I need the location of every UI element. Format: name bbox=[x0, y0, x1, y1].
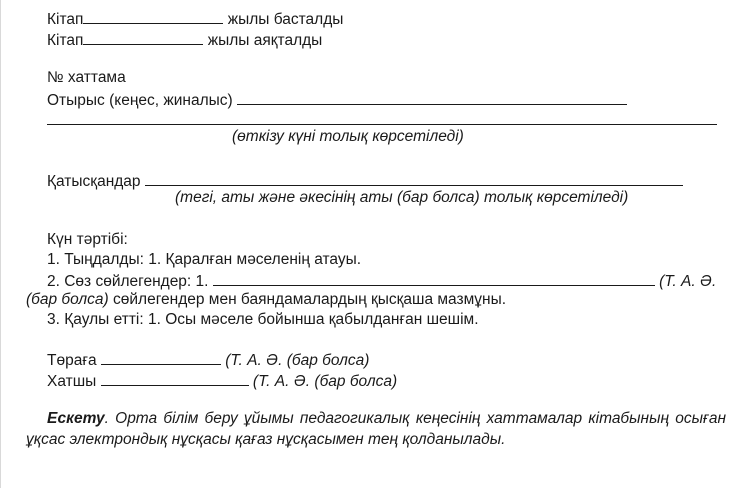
agenda-item-2-continued bbox=[26, 290, 506, 310]
protocol-number: № хаттама bbox=[47, 69, 126, 86]
meeting-label: Отырыс (кеңес, жиналыс) bbox=[47, 92, 233, 109]
agenda-item-2-cont-italic: (бар болса) bbox=[26, 291, 109, 308]
agenda-item-1: 1. Тыңдалды: 1. Қаралған мәселенің атауы. bbox=[47, 251, 362, 268]
agenda-item-2-suffix: (Т. А. Ә. bbox=[659, 273, 717, 290]
book-ended-prefix: Кітап bbox=[47, 32, 84, 49]
page-left-edge bbox=[0, 0, 1, 488]
book-ended-suffix: жылы аяқталды bbox=[207, 32, 323, 49]
participants-hint: (тегі, аты және әкесінің аты (бар болса) толық көрсетіледі) bbox=[175, 189, 629, 206]
chair-label: Төраға bbox=[47, 352, 97, 369]
book-ended-line bbox=[47, 29, 322, 51]
agenda-item-2 bbox=[47, 270, 716, 292]
footnote bbox=[26, 408, 726, 450]
book-started-year-blank bbox=[83, 8, 223, 24]
agenda-item-2-prefix: 2. Сөз сөйлегендер: 1. bbox=[47, 273, 209, 290]
participants-label: Қатысқандар bbox=[47, 173, 141, 190]
chair-blank bbox=[101, 349, 221, 365]
secretary-line bbox=[47, 370, 397, 392]
meeting-date-hint: (өткізу күні толық көрсетіледі) bbox=[232, 128, 464, 145]
meeting-date-rule bbox=[47, 124, 717, 125]
book-started-suffix: жылы басталды bbox=[227, 11, 344, 28]
participants-blank bbox=[145, 170, 683, 186]
chair-line bbox=[47, 349, 369, 371]
agenda-item-3: 3. Қаулы етті: 1. Осы мәселе бойынша қабылданған шешім. bbox=[47, 311, 479, 328]
secretary-label: Хатшы bbox=[47, 373, 97, 390]
chair-hint: (Т. А. Ә. (бар болса) bbox=[225, 352, 370, 369]
book-started-prefix: Кітап bbox=[47, 11, 84, 28]
agenda-title: Күн тәртібі: bbox=[47, 231, 128, 248]
secretary-blank bbox=[101, 370, 249, 386]
footnote-label: Ескету bbox=[47, 410, 105, 427]
footnote-text: . Орта білім беру ұйымы педагогикалық кеңесінің хаттамалар кітабының осыған ұқсас электрондық нұсқасы қағаз нұсқасымен тең қолданылады. bbox=[26, 410, 726, 448]
secretary-hint: (Т. А. Ә. (бар болса) bbox=[252, 373, 398, 390]
meeting-blank bbox=[237, 89, 627, 105]
book-ended-year-blank bbox=[83, 29, 203, 45]
speaker-blank bbox=[213, 270, 655, 286]
book-started-line bbox=[47, 8, 343, 30]
meeting-line bbox=[47, 89, 627, 111]
agenda-item-2-cont-rest: сөйлегендер мен баяндамалардың қысқаша мазмұны. bbox=[113, 291, 507, 308]
